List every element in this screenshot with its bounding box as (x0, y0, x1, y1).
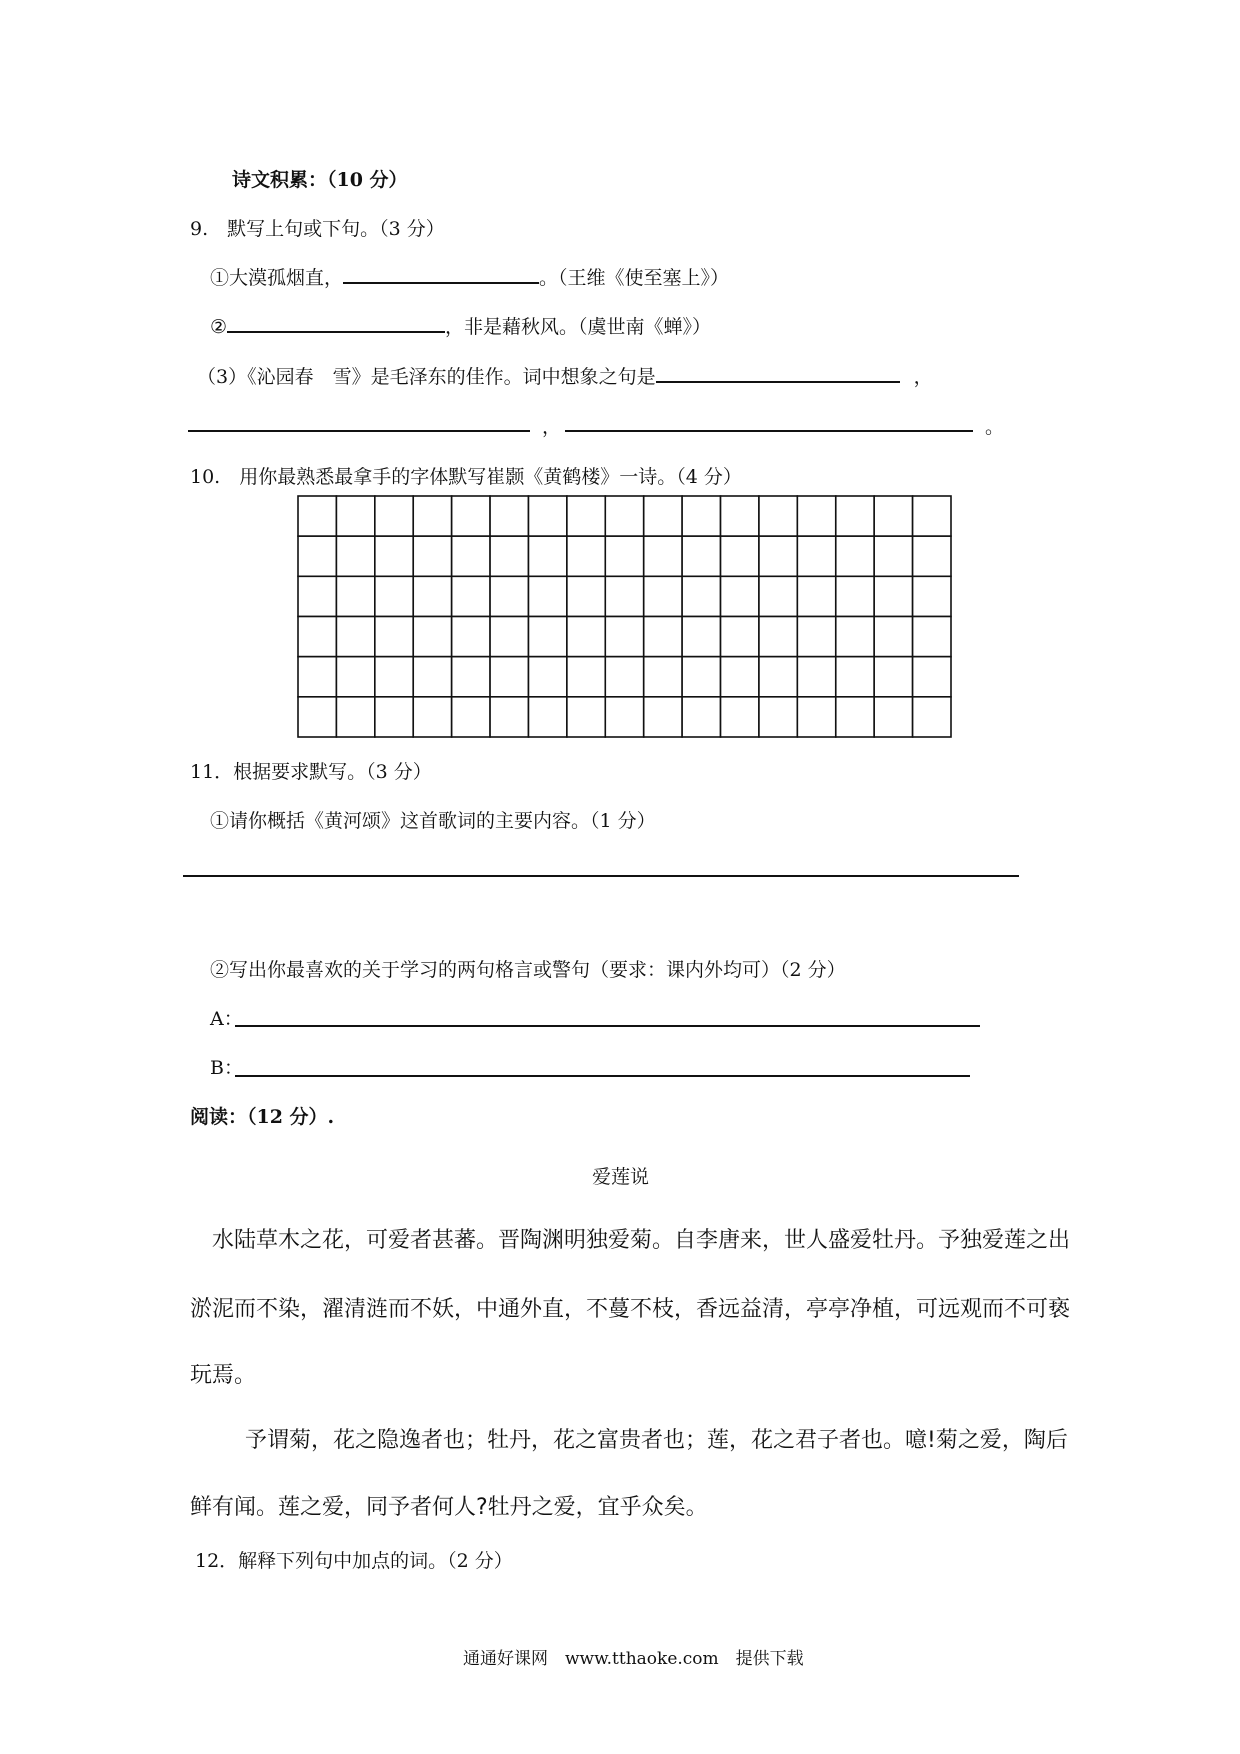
item-1-suffix: 。（王维《使至塞上》） (539, 267, 730, 289)
grid-cell[interactable] (336, 536, 374, 576)
grid-cell[interactable] (298, 496, 336, 536)
question-12-stem: 12．解释下列句中加点的词。（2 分） (195, 1550, 513, 1572)
grid-cell[interactable] (759, 617, 797, 657)
grid-cell[interactable] (413, 536, 451, 576)
item-3-comma: ， (913, 366, 933, 388)
grid-cell[interactable] (874, 496, 912, 536)
grid-cell[interactable] (298, 576, 336, 616)
grid-cell[interactable] (490, 496, 528, 536)
grid-cell[interactable] (759, 697, 797, 737)
answer-blank-3c[interactable] (565, 430, 973, 432)
grid-cell[interactable] (682, 576, 720, 616)
grid-cell[interactable] (797, 496, 835, 536)
grid-cell[interactable] (797, 617, 835, 657)
grid-cell[interactable] (605, 697, 643, 737)
grid-cell[interactable] (336, 697, 374, 737)
grid-cell[interactable] (836, 536, 874, 576)
grid-cell[interactable] (490, 576, 528, 616)
grid-cell[interactable] (375, 536, 413, 576)
grid-cell[interactable] (528, 697, 566, 737)
grid-cell[interactable] (490, 697, 528, 737)
grid-cell[interactable] (375, 496, 413, 536)
grid-cell[interactable] (682, 697, 720, 737)
grid-cell[interactable] (336, 496, 374, 536)
section-heading-reading: 阅读：（12 分）. (190, 1106, 335, 1128)
grid-cell[interactable] (836, 576, 874, 616)
grid-cell[interactable] (913, 496, 951, 536)
question-9-item-1 (210, 263, 729, 290)
grid-cell[interactable] (567, 536, 605, 576)
grid-cell[interactable] (836, 657, 874, 697)
grid-cell[interactable] (490, 657, 528, 697)
grid-cell[interactable] (644, 657, 682, 697)
grid-cell[interactable] (644, 536, 682, 576)
grid-cell[interactable] (721, 536, 759, 576)
grid-cell[interactable] (567, 697, 605, 737)
grid-cell[interactable] (336, 657, 374, 697)
grid-cell[interactable] (836, 697, 874, 737)
grid-cell[interactable] (413, 697, 451, 737)
question-11-part-1: ①请你概括《黄河颂》这首歌词的主要内容。（1 分） (210, 810, 656, 832)
item-2-suffix: ，非是藉秋风。（虞世南《蝉》） (445, 316, 712, 338)
grid-cell[interactable] (452, 697, 490, 737)
grid-cell[interactable] (913, 657, 951, 697)
item-3-prefix: （3）《沁园春 雪》是毛泽东的佳作。词中想象之句是 (197, 366, 656, 388)
grid-cell[interactable] (644, 496, 682, 536)
answer-line-11-1[interactable] (183, 875, 1019, 877)
grid-cell[interactable] (721, 617, 759, 657)
grid-cell[interactable] (452, 657, 490, 697)
grid-cell[interactable] (759, 536, 797, 576)
grid-cell[interactable] (797, 536, 835, 576)
grid-cell[interactable] (567, 617, 605, 657)
grid-cell[interactable] (413, 617, 451, 657)
grid-cell[interactable] (528, 617, 566, 657)
answer-blank-1[interactable] (343, 263, 539, 284)
grid-cell[interactable] (759, 657, 797, 697)
grid-cell[interactable] (528, 657, 566, 697)
label-b: B： (210, 1057, 243, 1079)
grid-cell[interactable] (298, 697, 336, 737)
grid-cell[interactable] (797, 697, 835, 737)
grid-cell[interactable] (605, 536, 643, 576)
grid-cell[interactable] (336, 617, 374, 657)
grid-cell[interactable] (375, 657, 413, 697)
question-9-item-2 (210, 312, 711, 339)
grid-cell[interactable] (452, 576, 490, 616)
grid-cell[interactable] (874, 697, 912, 737)
grid-cell[interactable] (721, 657, 759, 697)
passage-line-2: 淤泥而不染，濯清涟而不妖，中通外直，不蔓不枝，香远益清，亭亭净植，可远观而不可亵 (190, 1297, 1071, 1322)
grid-cell[interactable] (528, 576, 566, 616)
grid-cell[interactable] (644, 617, 682, 657)
grid-cell[interactable] (874, 617, 912, 657)
grid-cell[interactable] (682, 496, 720, 536)
label-a: A： (210, 1008, 243, 1030)
grid-cell[interactable] (452, 496, 490, 536)
grid-cell[interactable] (721, 697, 759, 737)
grid-cell[interactable] (375, 576, 413, 616)
page-footer: 通通好课网 www.tthaoke.com 提供下载 (463, 1649, 804, 1669)
passage-line-5: 鲜有闻。莲之爱，同予者何人?牡丹之爱，宜乎众矣。 (190, 1495, 708, 1520)
answer-blank-3b[interactable] (188, 430, 530, 432)
grid-cell[interactable] (682, 617, 720, 657)
grid-cell[interactable] (605, 576, 643, 616)
question-11-stem: 11．根据要求默写。（3 分） (190, 761, 432, 783)
grid-cell[interactable] (759, 576, 797, 616)
passage-line-1: 水陆草木之花，可爱者甚蕃。晋陶渊明独爱菊。自李唐来，世人盛爱牡丹。予独爱莲之出 (212, 1228, 1071, 1253)
grid-cell[interactable] (490, 617, 528, 657)
grid-cell[interactable] (452, 617, 490, 657)
grid-cell[interactable] (913, 536, 951, 576)
question-9-stem: 9. 默写上句或下句。（3 分） (190, 218, 445, 240)
question-9-item-3 (197, 362, 933, 389)
grid-cell[interactable] (605, 617, 643, 657)
grid-cell[interactable] (874, 536, 912, 576)
grid-cell[interactable] (298, 657, 336, 697)
grid-cell[interactable] (797, 657, 835, 697)
grid-cell[interactable] (336, 576, 374, 616)
passage-title: 爱莲说 (592, 1166, 650, 1188)
grid-cell[interactable] (298, 617, 336, 657)
grid-cell[interactable] (836, 496, 874, 536)
grid-cell[interactable] (413, 576, 451, 616)
question-11-part-2: ②写出你最喜欢的关于学习的两句格言或警句（要求：课内外均可）（2 分） (210, 959, 846, 981)
item-3-mid-comma: ， (542, 416, 562, 438)
section-heading-poetry: 诗文积累：（10 分） (232, 169, 408, 191)
grid-cell[interactable] (913, 617, 951, 657)
grid-cell[interactable] (682, 657, 720, 697)
passage-line-4: 予谓菊，花之隐逸者也；牡丹，花之富贵者也；莲，花之君子者也。噫!菊之爱，陶后 (245, 1428, 1068, 1453)
grid-cell[interactable] (413, 496, 451, 536)
item-3-end-period: 。 (985, 416, 1005, 438)
answer-blank-2[interactable] (227, 312, 445, 333)
question-10-stem: 10. 用你最熟悉最拿手的字体默写崔颢《黄鹤楼》一诗。（4 分） (190, 466, 742, 488)
grid-cell[interactable] (644, 576, 682, 616)
grid-cell[interactable] (567, 657, 605, 697)
grid-cell[interactable] (797, 576, 835, 616)
answer-line-a[interactable] (235, 1025, 980, 1027)
grid-cell[interactable] (375, 617, 413, 657)
grid-cell[interactable] (874, 657, 912, 697)
passage-line-3: 玩焉。 (190, 1363, 257, 1388)
grid-cell[interactable] (490, 536, 528, 576)
grid-cell[interactable] (413, 657, 451, 697)
grid-cell[interactable] (874, 576, 912, 616)
answer-blank-3a[interactable] (656, 362, 900, 383)
grid-cell[interactable] (682, 536, 720, 576)
grid-cell[interactable] (375, 697, 413, 737)
grid-cell[interactable] (644, 697, 682, 737)
item-2-prefix: ② (210, 316, 228, 338)
grid-cell[interactable] (567, 576, 605, 616)
grid-cell[interactable] (528, 496, 566, 536)
answer-line-b[interactable] (235, 1075, 970, 1077)
grid-cell[interactable] (528, 536, 566, 576)
grid-cell[interactable] (721, 576, 759, 616)
item-1-prefix: ①大漠孤烟直， (210, 267, 344, 289)
grid-cell[interactable] (452, 536, 490, 576)
writing-grid-lines[interactable] (297, 495, 952, 738)
grid-cell[interactable] (913, 697, 951, 737)
grid-cell[interactable] (605, 496, 643, 536)
grid-cell[interactable] (721, 496, 759, 536)
writing-grid[interactable] (297, 495, 952, 738)
grid-cell[interactable] (913, 576, 951, 616)
grid-cell[interactable] (836, 617, 874, 657)
grid-cell[interactable] (567, 496, 605, 536)
grid-cell[interactable] (605, 657, 643, 697)
grid-cell[interactable] (298, 536, 336, 576)
grid-cell[interactable] (759, 496, 797, 536)
